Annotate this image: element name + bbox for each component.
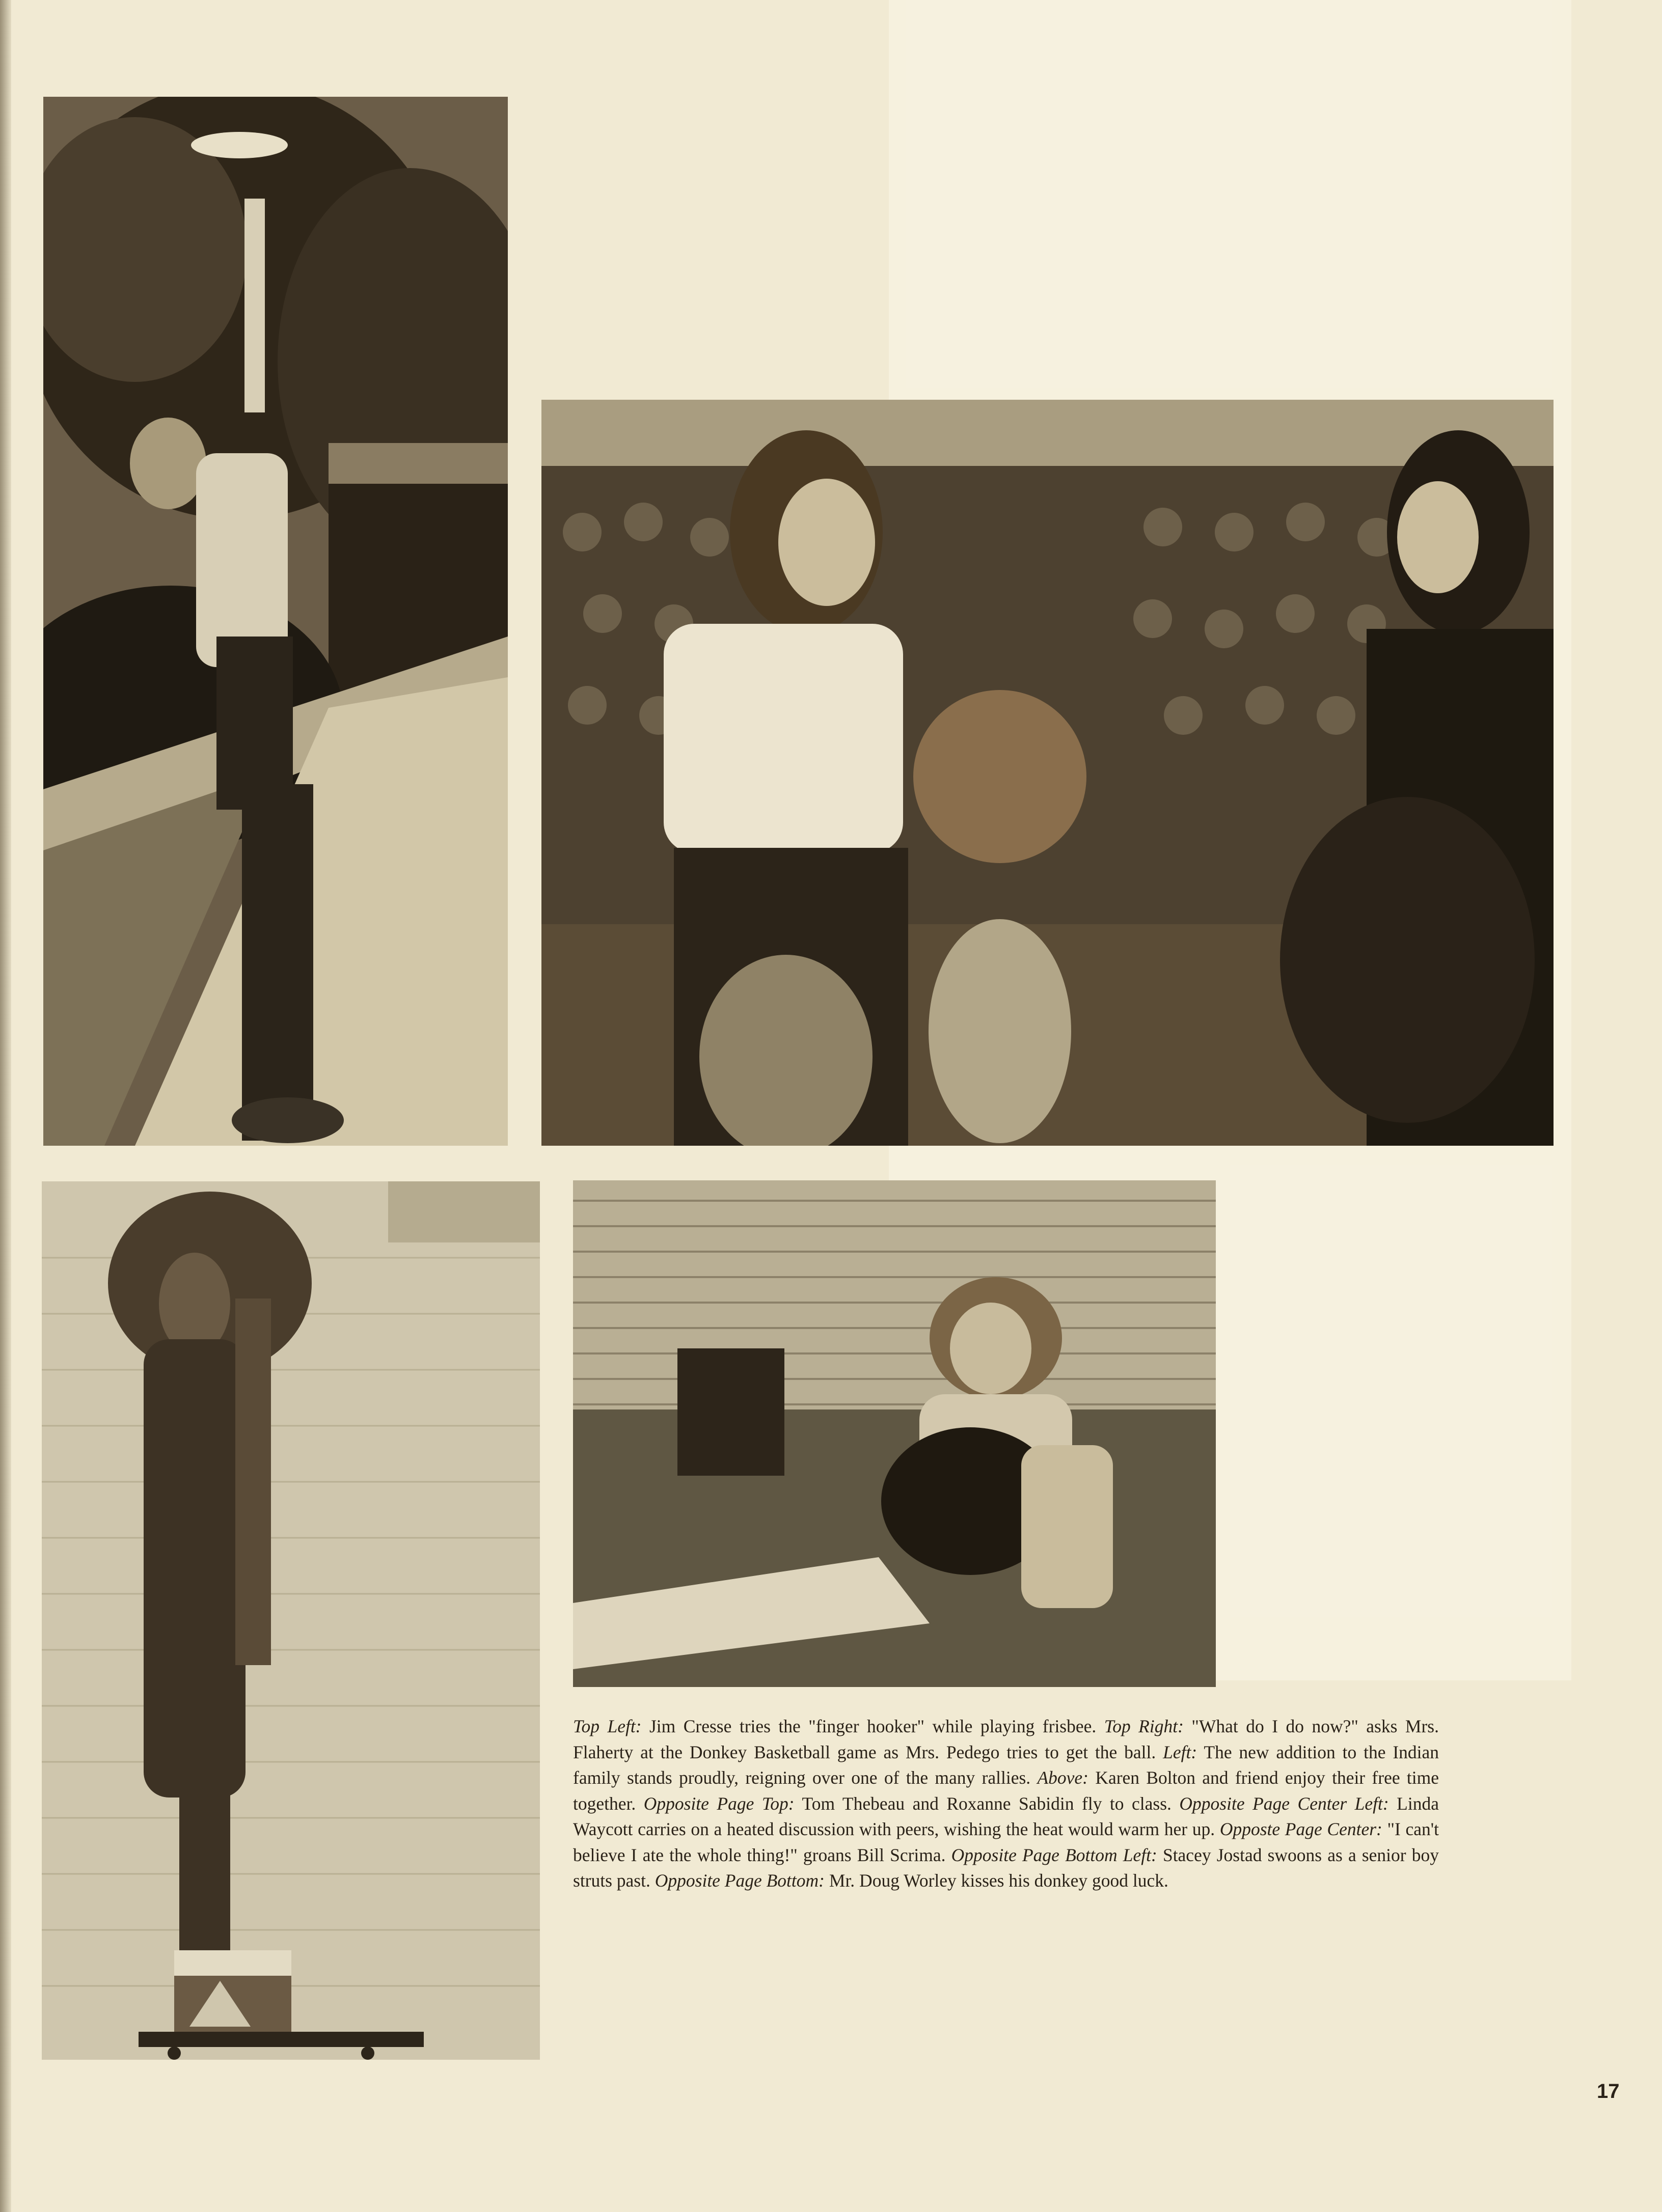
caption-lead: Above: [1037,1767,1089,1788]
caption-lead: Opposite Page Bottom Left: [951,1844,1157,1865]
caption-lead: Left: [1163,1741,1197,1762]
donkey-basketball-photo-image [541,400,1554,1146]
photo-caption [573,1713,1439,1894]
caption-text: Stacey Jostad swoons as a senior boy struts past. [573,1844,1439,1891]
caption-text: Mr. Doug Worley kisses his donkey good luck. [825,1870,1168,1891]
caption-lead: Top Left: [573,1716,642,1736]
caption-text: "What do I do now?" asks Mrs. Flaherty at the Donkey Basketball game as Mrs. Pedego tries to get the ball. [573,1716,1439,1762]
caption-lead: Opposite Page Bottom: [655,1870,825,1891]
caption-text: Tom Thebeau and Roxanne Sabidin fly to class. [794,1793,1180,1814]
photo-frisbee [43,97,508,1146]
frisbee-photo-image [43,97,508,1146]
caption-text: Linda Waycott carries on a heated discussion with peers, wishing the heat would warm her up. [573,1793,1439,1839]
caption-lead: Opposte Page Center: [1219,1819,1382,1839]
caption-text: Karen Bolton and friend enjoy their free time together. [573,1767,1439,1814]
caption-lead: Opposite Page Center Left: [1179,1793,1389,1814]
statue-photo-image [42,1181,540,2060]
caption-lead: Top Right: [1104,1716,1184,1736]
page-number: 17 [1597,2080,1620,2103]
friends-photo-image [573,1180,1216,1687]
caption-text: Jim Cresse tries the "finger hooker" while playing frisbee. [641,1716,1104,1736]
caption-lead: Opposite Page Top: [643,1793,795,1814]
photo-indian-statue [42,1181,540,2060]
photo-donkey-basketball [541,400,1554,1146]
photo-friends-on-grass [573,1180,1216,1687]
caption-text: The new addition to the Indian family stands proudly, reigning over one of the many rallies. [573,1741,1439,1788]
caption-text: "I can't believe I ate the whole thing!" groans Bill Scrima. [573,1819,1439,1865]
page-gutter-shadow [0,0,11,2212]
